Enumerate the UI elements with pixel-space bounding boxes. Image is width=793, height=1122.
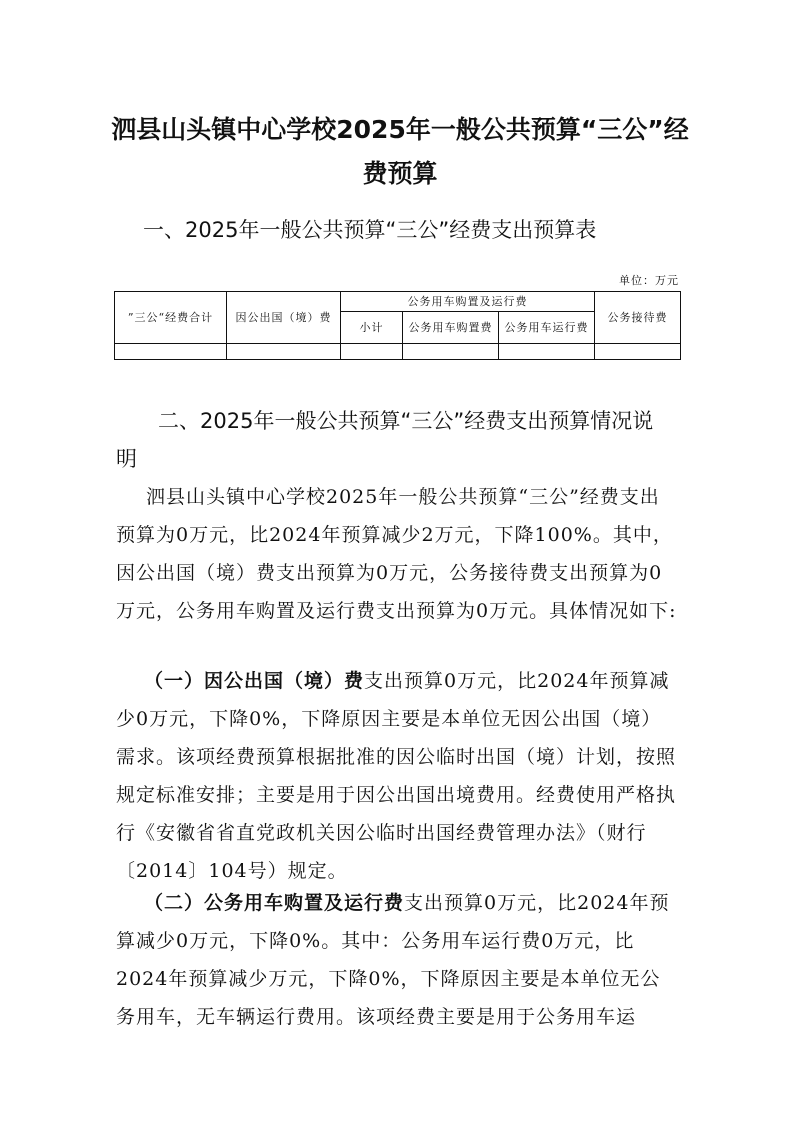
header-vehicle-group: 公务用车购置及运行费 [341, 292, 595, 312]
section-1-heading: 一、2025年一般公共预算“三公”经费支出预算表 [143, 218, 597, 242]
budget-table [114, 291, 681, 360]
header-subtotal: 小计 [341, 312, 403, 344]
item-1-text: 支出预算0万元，比2024年预算减少0万元，下降0%，下降原因主要是本单位无因公出国（境）需求。该项经费预算根据批准的因公临时出国（境）计划，按照规定标准安排；主要是用于因公出国出境费用。经费使用严格执行《安徽省省直党政机关因公临时出国经费管理办法》（财行〔2014〕104号）规定。 [116, 670, 677, 882]
item-2-lead: （二）公务用车购置及运行费 [144, 892, 405, 914]
header-vehicle-operation: 公务用车运行费 [499, 312, 595, 344]
item-2-paragraph [116, 884, 678, 1036]
table-cell [403, 344, 499, 360]
document-title: 泗县山头镇中心学校2025年一般公共预算“三公”经费预算 [111, 115, 689, 188]
table-cell [499, 344, 595, 360]
item-2-text: 支出预算0万元，比2024年预算减少0万元，下降0%。其中：公务用车运行费0万元，比2024年预算减少万元，下降0%，下降原因主要是本单位无公务用车，无车辆运行费用。该项经费主要是用于公务用车运 [116, 892, 670, 1028]
table-cell [227, 344, 341, 360]
table-cell [595, 344, 681, 360]
table-cell [115, 344, 227, 360]
section-2-heading: 二、2025年一般公共预算“三公”经费支出预算情况说明 [116, 409, 654, 471]
intro-paragraph: 泗县山头镇中心学校2025年一般公共预算“三公”经费支出预算为0万元，比2024年预算减少2万元，下降100%。其中，因公出国（境）费支出预算为0万元，公务接待费支出预算为0万元，公务用车购置及运行费支出预算为0万元。具体情况如下: [116, 486, 677, 622]
header-total: ”三公“经费合计 [115, 292, 227, 344]
item-1-paragraph [116, 662, 678, 890]
table-cell [341, 344, 403, 360]
header-vehicle-purchase: 公务用车购置费 [403, 312, 499, 344]
table-header-row [115, 292, 681, 312]
table-row [115, 344, 681, 360]
unit-label: 单位：万元 [619, 274, 679, 287]
item-1-lead: （一）因公出国（境）费 [144, 670, 365, 692]
header-reception: 公务接待费 [595, 292, 681, 344]
header-overseas: 因公出国（境）费 [227, 292, 341, 344]
